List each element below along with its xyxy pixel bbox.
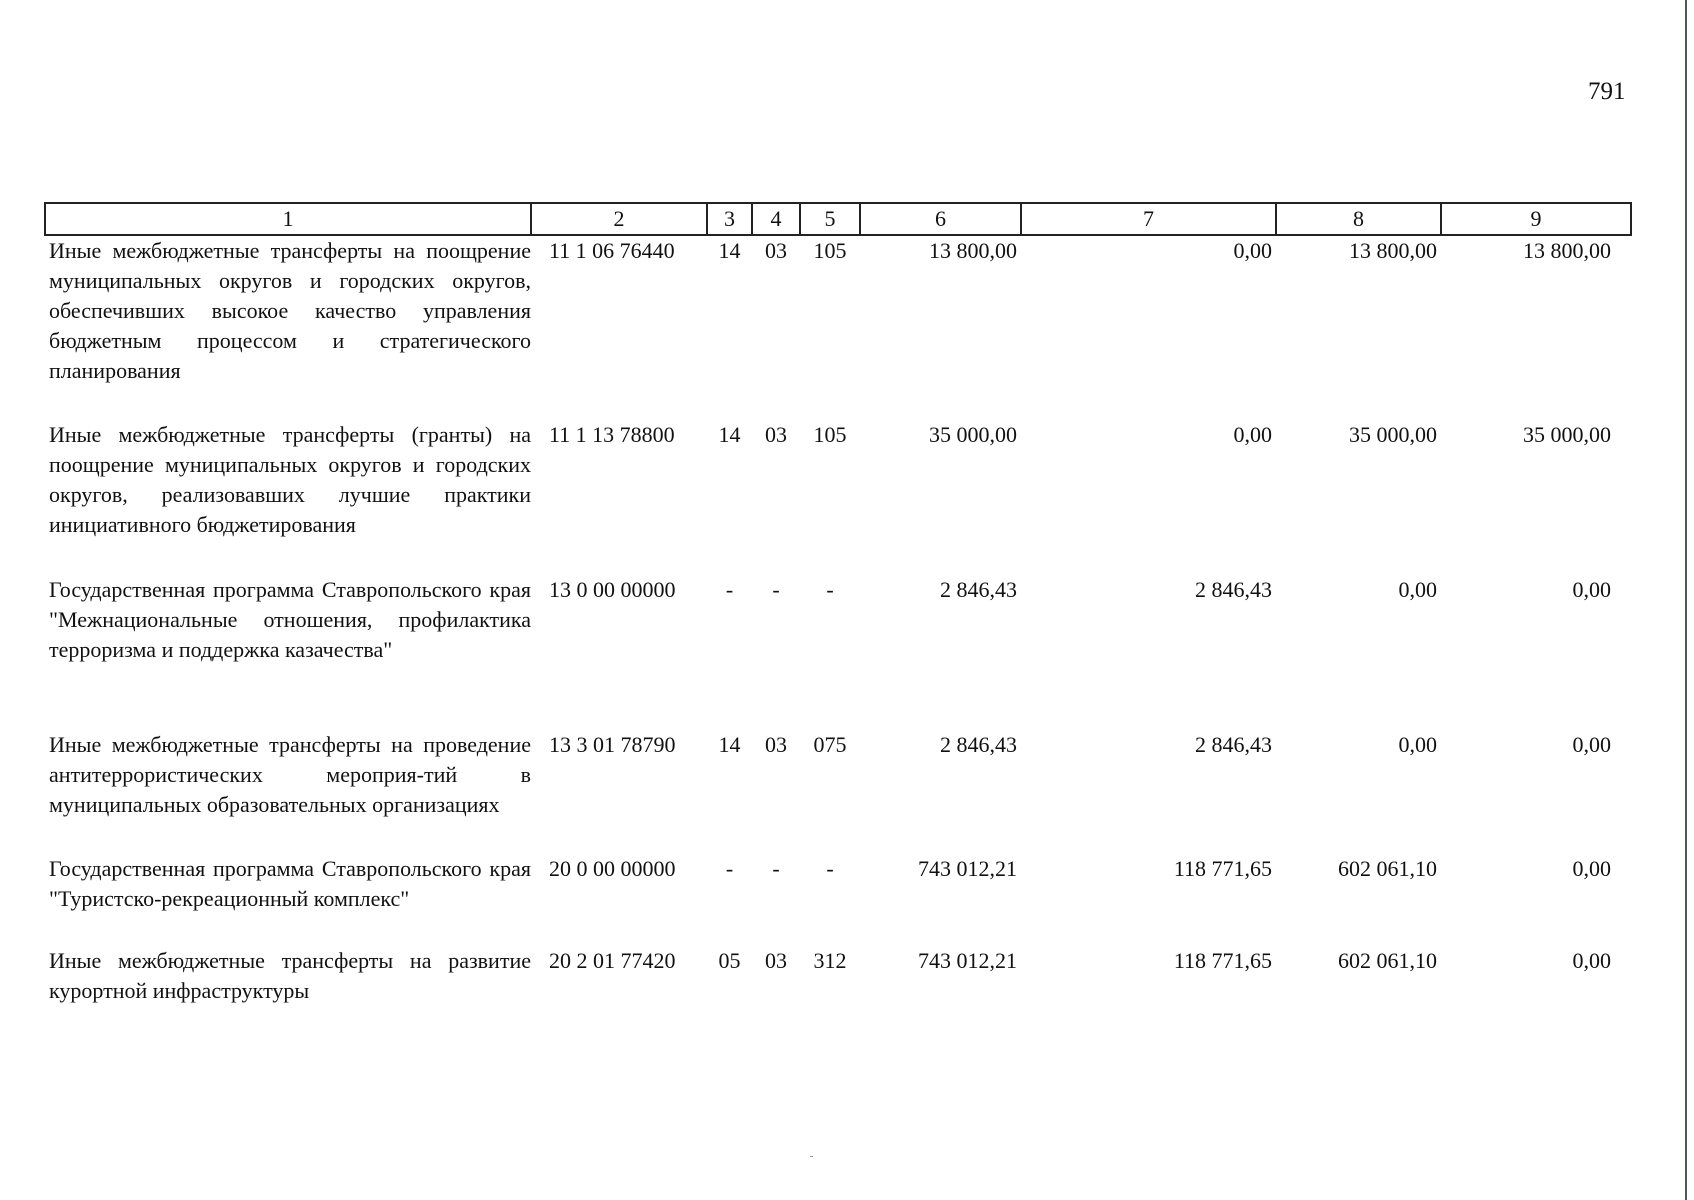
row-col-5: - <box>826 856 834 881</box>
header-col-7: 7 <box>1021 203 1276 235</box>
row-col-7: 0,00 <box>1233 238 1272 263</box>
header-col-3: 3 <box>707 203 752 235</box>
row-name: Иные межбюджетные трансферты (гранты) на поощрение муниципальных округов и городских округов, реализовавших лучшие практики инициативного бюджетирования <box>49 422 531 537</box>
header-col-8: 8 <box>1276 203 1441 235</box>
header-col-9: 9 <box>1441 203 1631 235</box>
row-col-6: 35 000,00 <box>929 422 1017 447</box>
row-col-4: - <box>772 856 780 881</box>
row-name: Иные межбюджетные трансферты на поощрение муниципальных округов и городских округов, обеспечивших высокое качество управления бюджетным процессом и стратегического планирования <box>49 238 531 383</box>
row-code: 13 0 00 00000 <box>549 577 676 602</box>
row-col-6: 743 012,21 <box>918 856 1017 881</box>
row-col-4: 03 <box>765 422 787 447</box>
row-col-3: 05 <box>718 948 741 973</box>
header-row <box>45 203 1631 235</box>
row-col-4: 03 <box>765 732 787 757</box>
row-col-4: 03 <box>765 948 787 973</box>
row-code: 20 0 00 00000 <box>549 856 676 881</box>
row-col-7: 0,00 <box>1233 422 1272 447</box>
row-col-9: 0,00 <box>1572 732 1611 757</box>
table-body <box>45 235 1631 1010</box>
scan-edge-line <box>1685 0 1687 1200</box>
row-col-8: 602 061,10 <box>1338 948 1437 973</box>
header-col-2: 2 <box>531 203 707 235</box>
row-col-9: 35 000,00 <box>1523 422 1611 447</box>
row-col-9: 13 800,00 <box>1523 238 1611 263</box>
row-col-6: 2 846,43 <box>940 577 1017 602</box>
row-code: 20 2 01 77420 <box>549 948 676 973</box>
row-col-4: - <box>772 577 780 602</box>
row-col-4: 03 <box>765 238 787 263</box>
row-col-9: 0,00 <box>1572 948 1611 973</box>
row-col-9: 0,00 <box>1572 856 1611 881</box>
row-col-5: 075 <box>813 732 847 757</box>
row-col-9: 0,00 <box>1572 577 1611 602</box>
header-col-6: 6 <box>860 203 1021 235</box>
row-col-5: 105 <box>813 238 847 263</box>
row-col-3: 14 <box>718 732 741 757</box>
row-col-7: 2 846,43 <box>1195 732 1272 757</box>
row-col-3: 14 <box>718 238 741 263</box>
row-col-3: - <box>725 856 734 881</box>
row-col-8: 35 000,00 <box>1349 422 1437 447</box>
row-name: Иные межбюджетные трансферты на проведение антитеррористических мероприя-тий в муниципальных образовательных организациях <box>49 732 531 817</box>
row-col-7: 118 771,65 <box>1173 948 1272 973</box>
row-col-8: 0,00 <box>1398 577 1437 602</box>
header-col-4: 4 <box>752 203 800 235</box>
table-row <box>45 730 1631 854</box>
row-col-8: 13 800,00 <box>1349 238 1437 263</box>
page-number: 791 <box>1588 78 1626 105</box>
header-col-5: 5 <box>800 203 860 235</box>
row-col-5: - <box>826 577 834 602</box>
row-code: 13 3 01 78790 <box>549 732 676 757</box>
row-name: Государственная программа Ставропольского края "Межнациональные отношения, профилактика терроризма и поддержка казачества" <box>49 577 531 662</box>
row-col-3: - <box>725 577 734 602</box>
row-col-5: 312 <box>813 948 847 973</box>
row-col-6: 13 800,00 <box>929 238 1017 263</box>
row-col-6: 2 846,43 <box>940 732 1017 757</box>
table-row <box>45 575 1631 730</box>
budget-table <box>44 202 1632 1010</box>
row-col-6: 743 012,21 <box>918 948 1017 973</box>
row-col-8: 0,00 <box>1398 732 1437 757</box>
row-col-3: 14 <box>718 422 741 447</box>
row-col-7: 118 771,65 <box>1173 856 1272 881</box>
row-code: 11 1 13 78800 <box>549 422 675 447</box>
row-code: 11 1 06 76440 <box>549 238 675 263</box>
header-col-1: 1 <box>45 203 531 235</box>
table-row <box>45 946 1631 1010</box>
row-name: Государственная программа Ставропольского края "Туристско-рекреационный комплекс" <box>49 856 531 911</box>
row-col-7: 2 846,43 <box>1195 577 1272 602</box>
table-row <box>45 235 1631 420</box>
row-col-5: 105 <box>813 422 847 447</box>
table-header <box>45 203 1631 235</box>
row-name: Иные межбюджетные трансферты на развитие курортной инфраструктуры <box>49 948 531 1003</box>
table-row <box>45 420 1631 575</box>
table-row <box>45 854 1631 946</box>
row-col-8: 602 061,10 <box>1338 856 1437 881</box>
scan-artifact <box>810 1156 813 1157</box>
